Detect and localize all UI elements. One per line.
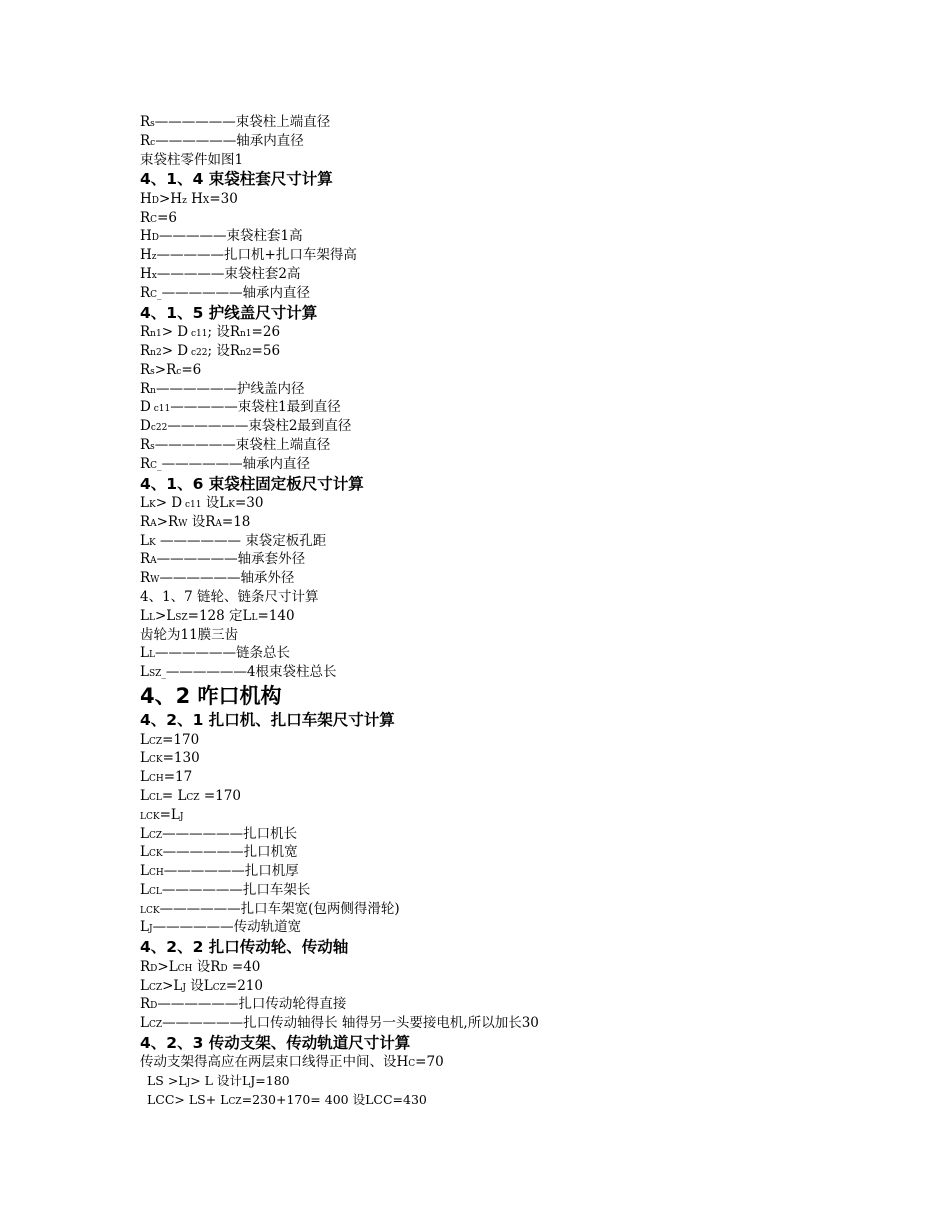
subscript: c22 (188, 347, 208, 358)
text-line (140, 284, 920, 303)
subscript: J (148, 924, 153, 935)
line-text: LCC> LS+ L (147, 1092, 229, 1108)
line-text: >L (157, 958, 178, 975)
subscript: CH (148, 774, 164, 785)
line-text: R (140, 455, 151, 472)
subscript: s (150, 366, 155, 377)
subscript: D (151, 195, 159, 206)
subscript: s (150, 441, 155, 452)
line-text: 4、2、2 扎口传动轮、传动轴 (140, 938, 349, 957)
subscript: c (150, 137, 156, 148)
text-line (140, 881, 920, 900)
line-text: 4、1、5 护线盖尺寸计算 (140, 303, 318, 322)
line-text: 4、1、4 束袋柱套尺寸计算 (140, 170, 333, 189)
text-line (140, 644, 920, 663)
line-text: R (140, 570, 151, 587)
line-text: L (140, 769, 149, 786)
line-text: R (140, 380, 151, 397)
subscript: CZ (148, 736, 163, 747)
line-text: >R (156, 513, 179, 530)
text-line (140, 787, 920, 806)
text-line (140, 361, 920, 380)
text-line (140, 1014, 920, 1033)
line-text: ——————轴承套外径 (156, 551, 306, 568)
line-text: =40 (227, 958, 261, 975)
line-text: ——————束袋柱2最到直径 (167, 418, 352, 435)
subscript: CH (148, 868, 164, 879)
subscript: CH (177, 963, 193, 974)
text-line (140, 265, 920, 284)
line-text: H (140, 190, 152, 207)
line-text: —————束袋柱套1高 (159, 228, 303, 245)
line-text: > L 设计LJ=180 (190, 1073, 290, 1089)
line-text: ——————扎口机厚 (163, 863, 299, 880)
line-text: R (140, 996, 151, 1013)
subscript: C (150, 214, 158, 225)
line-text: =17 (163, 769, 193, 786)
line-text: L (140, 532, 149, 549)
text-line (140, 825, 920, 844)
line-text: H (186, 190, 203, 207)
subscript: J (186, 1078, 191, 1089)
subscript: n1 (240, 329, 252, 340)
text-line (140, 731, 920, 750)
subscript: n2 (150, 347, 162, 358)
line-text: 设R (192, 958, 221, 975)
line-text: L (140, 495, 149, 512)
subscript: CZ (148, 830, 163, 841)
section-heading (140, 710, 920, 731)
line-text: ——————轴承内直径 (161, 284, 311, 301)
line-text: =30 (209, 190, 238, 207)
line-text: D (140, 399, 151, 416)
line-text: L (140, 750, 149, 767)
line-text: D (140, 418, 151, 435)
text-line (140, 209, 920, 228)
line-text: R (140, 209, 151, 226)
subscript: L (251, 612, 258, 623)
subscript: n (150, 385, 156, 396)
line-text: ——————扎口车架长 (161, 881, 311, 898)
text-line (140, 995, 920, 1014)
text-line (140, 900, 920, 919)
line-text: R (140, 551, 151, 568)
text-line (140, 806, 920, 825)
text-line (140, 550, 920, 569)
subscript: LCK (140, 811, 160, 822)
subscript: W (150, 575, 160, 586)
line-text: ——————扎口机长 (162, 825, 298, 842)
text-line (140, 862, 920, 881)
line-text: 4、2、3 传动支架、传动轨道尺寸计算 (140, 1033, 411, 1052)
text-line (140, 436, 920, 455)
line-text: 齿轮为11膜三齿 (140, 626, 239, 643)
text-line (140, 1072, 920, 1091)
line-text: H (140, 247, 152, 264)
text-line (140, 246, 920, 265)
line-text: R (140, 132, 151, 149)
text-line (140, 532, 920, 551)
subscript: D (220, 963, 228, 974)
text-line (140, 380, 920, 399)
subscript: J (179, 811, 184, 822)
text-line (140, 663, 920, 682)
line-text: L (140, 787, 149, 804)
line-text: R (140, 361, 151, 378)
subscript: c22 (150, 423, 168, 434)
line-text: ——————扎口机宽 (162, 844, 298, 861)
text-line (140, 749, 920, 768)
line-text: L (140, 664, 149, 681)
line-text: =170 (199, 787, 241, 804)
line-text: —————— 束袋定板孔距 (155, 532, 327, 549)
subscript: SZ (175, 612, 188, 623)
line-text: ——————束袋柱上端直径 (154, 436, 331, 453)
line-text: ; 设R (207, 324, 241, 341)
text-line (140, 626, 920, 645)
line-text: 4、1、7 链轮、链条尺寸计算 (140, 589, 319, 606)
subscript: C (408, 1059, 416, 1070)
section-heading (140, 1033, 920, 1054)
text-line (140, 843, 920, 862)
line-text: L (140, 825, 149, 842)
text-line (140, 323, 920, 342)
text-line (140, 958, 920, 977)
line-text: =18 (221, 513, 251, 530)
line-text: ——————轴承内直径 (161, 455, 311, 472)
text-line (140, 588, 920, 607)
text-line (140, 607, 920, 626)
subscript: CK (148, 849, 163, 860)
line-text: ——————扎口车架宽(包两侧得滑轮) (159, 900, 400, 917)
subscript: CZ (186, 792, 200, 803)
subscript: x (151, 271, 157, 282)
line-text: 束袋柱零件如图1 (140, 151, 244, 168)
line-text: L (140, 844, 149, 861)
line-text: —————束袋柱套2高 (156, 266, 301, 283)
text-line (140, 977, 920, 996)
line-text: =56 (251, 342, 281, 359)
line-text: ——————轴承外径 (159, 570, 295, 587)
subscript: SZ_ (148, 669, 166, 680)
line-text: ——————4根束袋柱总长 (165, 664, 337, 681)
subscript: z (151, 252, 157, 263)
text-line (140, 342, 920, 361)
section-heading (140, 474, 920, 495)
subscript: CL (148, 886, 162, 897)
line-text: ——————链条总长 (154, 645, 290, 662)
text-line (140, 190, 920, 209)
line-text: R (140, 284, 151, 301)
text-line (140, 1053, 920, 1072)
line-text: =26 (251, 324, 281, 341)
subscript: D (150, 963, 158, 974)
line-text: 设L (186, 977, 213, 994)
subscript: c11 (182, 500, 202, 511)
line-text: =30 (235, 495, 264, 512)
subscript: A (150, 518, 157, 529)
subscript: CL (148, 792, 162, 803)
line-text: L (140, 863, 149, 880)
text-line (140, 151, 920, 170)
line-text: =170 (162, 731, 200, 748)
line-text: H (140, 266, 152, 283)
line-text: 传动支架得高应在两层束口线得正中间、设H (140, 1054, 409, 1071)
line-text: ——————传动轨道宽 (152, 919, 302, 936)
subscript: W (178, 518, 188, 529)
line-text: > D (161, 324, 189, 341)
text-line (140, 494, 920, 513)
subscript: J (182, 982, 186, 993)
subscript: A (215, 518, 222, 529)
line-text: R (140, 958, 151, 975)
section-heading (140, 937, 920, 958)
subscript: CZ (228, 1097, 242, 1108)
line-text: =L (159, 806, 180, 823)
subscript: CZ (148, 982, 163, 993)
line-text: 4、2、1 扎口机、扎口车架尺寸计算 (140, 711, 395, 730)
text-line (140, 569, 920, 588)
text-line (140, 227, 920, 246)
section-heading (140, 303, 920, 324)
line-text: > D (155, 495, 183, 512)
line-text: =70 (415, 1054, 444, 1071)
chapter-heading (140, 682, 920, 710)
line-text: R (140, 114, 151, 130)
line-text: LS >L (147, 1073, 187, 1089)
line-text: ——————束袋柱上端直径 (154, 114, 331, 130)
text-line (140, 1091, 920, 1110)
line-text: =6 (157, 209, 177, 226)
subscript: D (151, 233, 159, 244)
subscript: K (228, 500, 235, 511)
line-text: ——————轴承内直径 (155, 132, 304, 149)
line-text: L (140, 977, 149, 994)
subscript: s (150, 119, 155, 129)
document-page (140, 113, 920, 1110)
line-text: >L (162, 977, 183, 994)
text-line (140, 768, 920, 787)
line-text: R (140, 342, 151, 359)
line-text: H (140, 228, 152, 245)
text-line (140, 113, 920, 132)
line-text: ——————扎口传动轴得长 轴得另一头要接电机,所以加长30 (162, 1015, 539, 1032)
line-text: —————束袋柱1最到直径 (170, 399, 341, 416)
subscript: CZ (212, 982, 226, 993)
subscript: A (150, 556, 157, 567)
line-text: R (140, 513, 151, 530)
subscript: n1 (150, 329, 162, 340)
line-text: —————扎口机+扎口车架得高 (156, 247, 357, 264)
line-text: =210 (225, 977, 263, 994)
line-text: 4、2 咋口机构 (140, 684, 282, 709)
subscript: L (148, 612, 155, 623)
line-text: L (140, 645, 149, 662)
section-heading (140, 169, 920, 190)
line-text: 设R (187, 513, 216, 530)
subscript: n2 (240, 347, 252, 358)
text-line (140, 455, 920, 474)
line-text: > D (161, 342, 189, 359)
line-text: =230+170= 400 设LCC=430 (241, 1092, 427, 1108)
line-text: L (140, 919, 149, 936)
subscript: L (148, 650, 155, 661)
subscript: X (202, 195, 210, 206)
line-text: = L (161, 787, 187, 804)
subscript: C_ (150, 460, 162, 471)
text-line (140, 513, 920, 532)
line-text: >R (154, 361, 177, 378)
text-line (140, 918, 920, 937)
subscript: C_ (150, 289, 162, 300)
text-line (140, 398, 920, 417)
subscript: K (148, 500, 156, 511)
line-text: L (140, 881, 149, 898)
line-text: ——————扎口传动轮得直接 (157, 996, 347, 1013)
subscript: CZ (148, 1020, 163, 1031)
line-text: ; 设R (207, 342, 241, 359)
line-text: L (140, 607, 149, 624)
line-text: 4、1、6 束袋柱固定板尺寸计算 (140, 474, 364, 493)
line-text: L (140, 731, 149, 748)
line-text: =140 (257, 607, 295, 624)
line-text: R (140, 436, 151, 453)
subscript: z (182, 195, 187, 206)
subscript: LCK (140, 905, 160, 916)
subscript: c (176, 366, 182, 377)
line-text: >L (154, 607, 176, 624)
line-text: =130 (162, 750, 200, 767)
text-line (140, 417, 920, 436)
line-text: ——————护线盖内径 (155, 380, 305, 397)
line-text: =6 (181, 361, 202, 378)
subscript: K (148, 537, 156, 548)
subscript: c11 (188, 329, 208, 340)
line-text: >H (159, 190, 183, 207)
subscript: c11 (150, 404, 171, 415)
subscript: CK (148, 755, 163, 766)
text-line (140, 132, 920, 151)
line-text: L (140, 1015, 149, 1032)
line-text: R (140, 324, 151, 341)
line-text: 设L (201, 495, 229, 512)
line-text: =128 定L (187, 607, 252, 624)
subscript: D (150, 1001, 158, 1012)
